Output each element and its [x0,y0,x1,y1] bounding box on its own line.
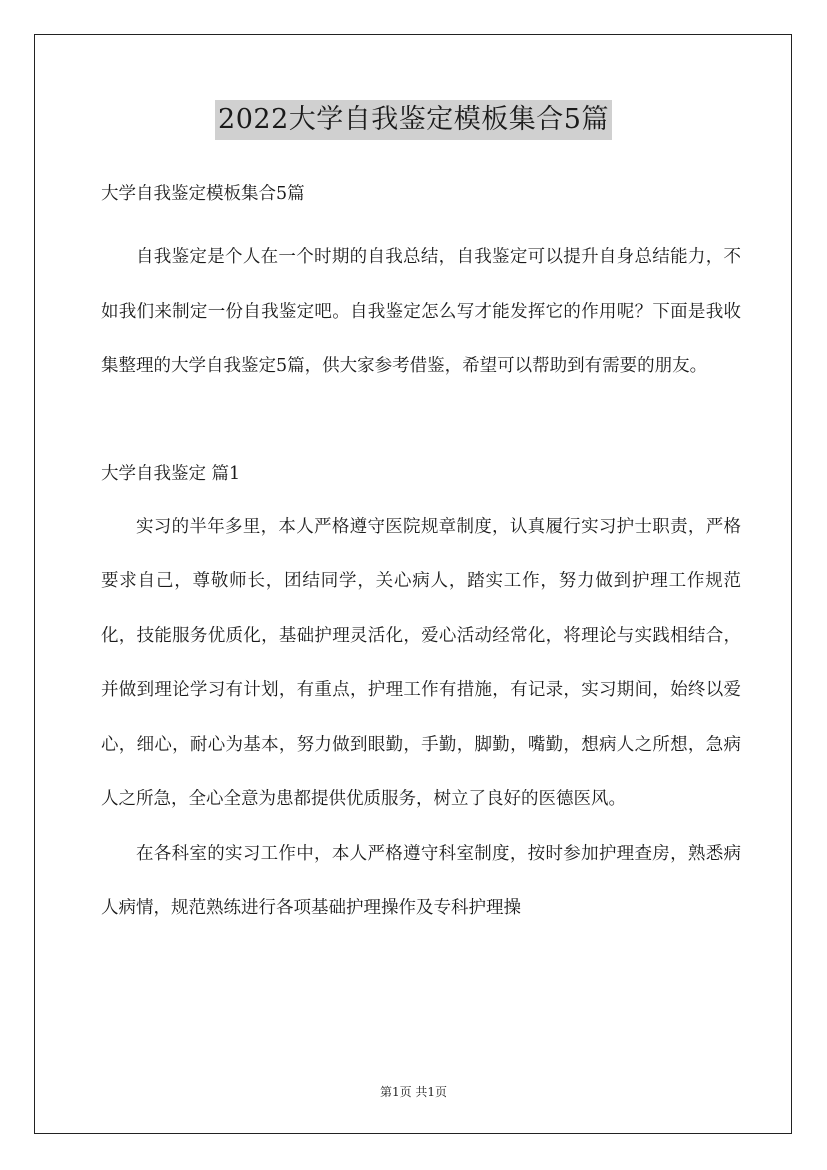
document-subtitle: 大学自我鉴定模板集合5篇 [101,184,305,204]
section-heading: 大学自我鉴定 篇1 [101,463,241,484]
body-paragraph: 实习的半年多里，本人严格遵守医院规章制度，认真履行实习护士职责，严格要求自己，尊敬师长，团结同学，关心病人，踏实工作，努力做到护理工作规范化，技能服务优质化，基础护理灵活化，爱心活动经常化，将理论与实践相结合，并做到理论学习有计划，有重点，护理工作有措施，有记录，实习期间，始终以爱心，细心，耐心为基本，努力做到眼勤，手勤，脚勤，嘴勤，想病人之所想，急病人之所急，全心全意为患都提供优质服务，树立了良好的医德医风。 [101,516,741,809]
body-paragraph: 在各科室的实习工作中，本人严格遵守科室制度，按时参加护理查房，熟悉病人病情，规范熟练进行各项基础护理操作及专科护理操 [101,843,741,918]
document-title: 2022大学自我鉴定模板集合5篇 [215,100,612,140]
intro-paragraph: 自我鉴定是个人在一个时期的自我总结，自我鉴定可以提升自身总结能力，不如我们来制定一份自我鉴定吧。自我鉴定怎么写才能发挥它的作用呢？下面是我收集整理的大学自我鉴定5篇，供大家参考借鉴，希望可以帮助到有需要的朋友。 [101,247,741,376]
document-body [101,176,741,936]
title-container [0,100,827,140]
page-footer: 第1页 共1页 [379,1085,448,1099]
